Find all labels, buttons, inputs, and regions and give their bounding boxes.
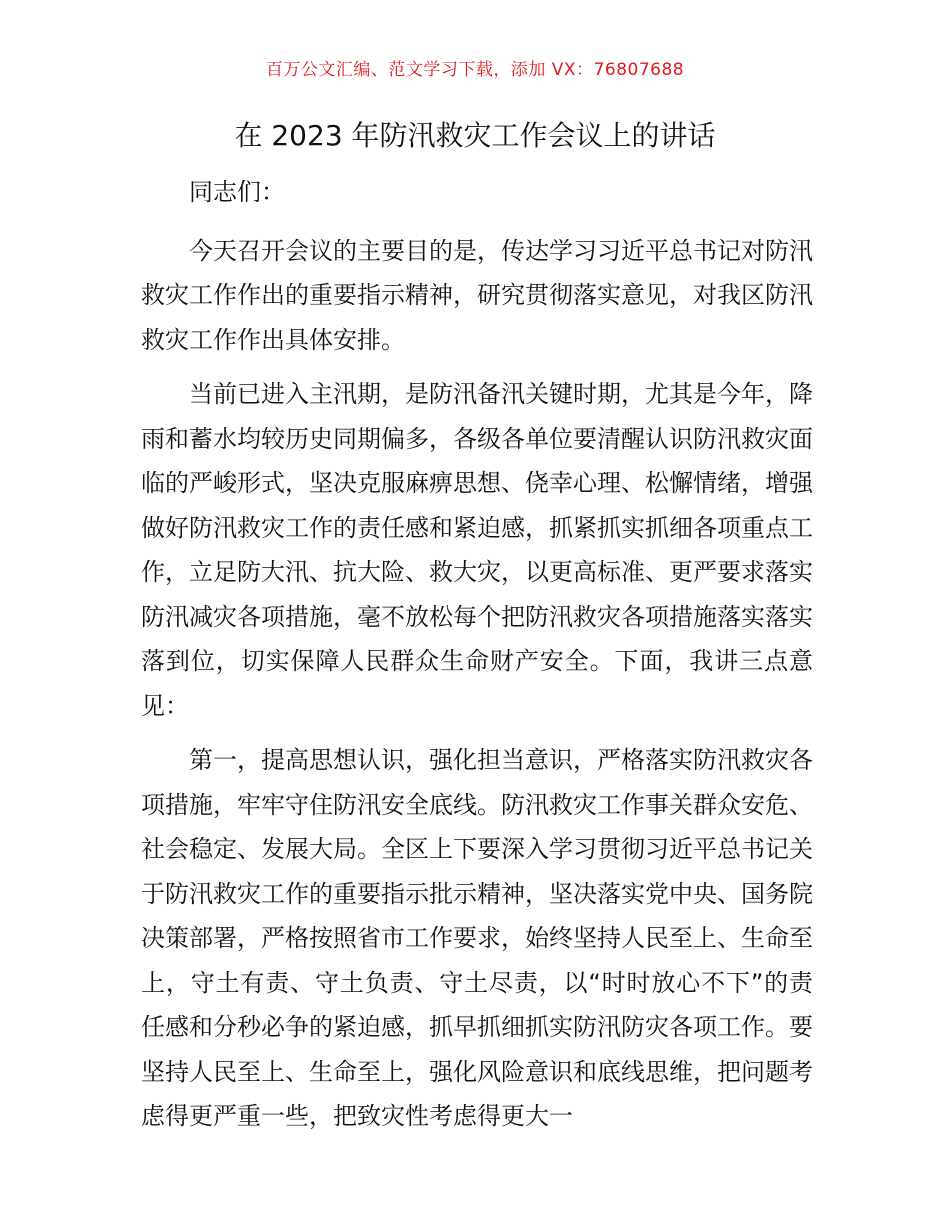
- paragraph-1: 今天召开会议的主要目的是，传达学习习近平总书记对防汛救灾工作作出的重要指示精神，研究贯彻落实意见，对我区防汛救灾工作作出具体安排。: [141, 236, 813, 354]
- paragraph-3: 第一，提高思想认识，强化担当意识，严格落实防汛救灾各项措施，牢牢守住防汛安全底线。防汛救灾工作事关群众安危、社会稳定、发展大局。全区上下要深入学习贯彻习近平总书记关于防汛救灾工作的重要指示批示精神，坚决落实党中央、国务院决策部署，严格按照省市工作要求，始终坚持人民至上、生命至上，守土有责、守土负责、守土尽责，以“时时放心不下”的责任感和分秒必争的紧迫感，抓早抓细抓实防汛防灾各项工作。要坚持人民至上、生命至上，强化风险意识和底线思维，把问题考虑得更严重一些，把致灾性考虑得更大一: [141, 746, 813, 1130]
- document-title: 在 2023 年防汛救灾工作会议上的讲话: [234, 119, 716, 152]
- watermark-banner: 百万公文汇编、范文学习下载，添加 VX：76807688: [265, 60, 685, 80]
- paragraph-2: 当前已进入主汛期，是防汛备汛关键时期，尤其是今年，降雨和蓄水均较历史同期偏多，各级各单位要清醒认识防汛救灾面临的严峻形式，坚决克服麻痹思想、侥幸心理、松懈情绪，增强做好防汛救灾工作的责任感和紧迫感，抓紧抓实抓细各项重点工作，立足防大汛、抗大险、救大灾，以更高标准、更严要求落实防汛减灾各项措施，毫不放松每个把防汛救灾各项措施落实落实落到位，切实保障人民群众生命财产安全。下面，我讲三点意见：: [141, 380, 813, 720]
- salutation: 同志们：: [189, 178, 285, 206]
- document-body: [141, 170, 813, 1149]
